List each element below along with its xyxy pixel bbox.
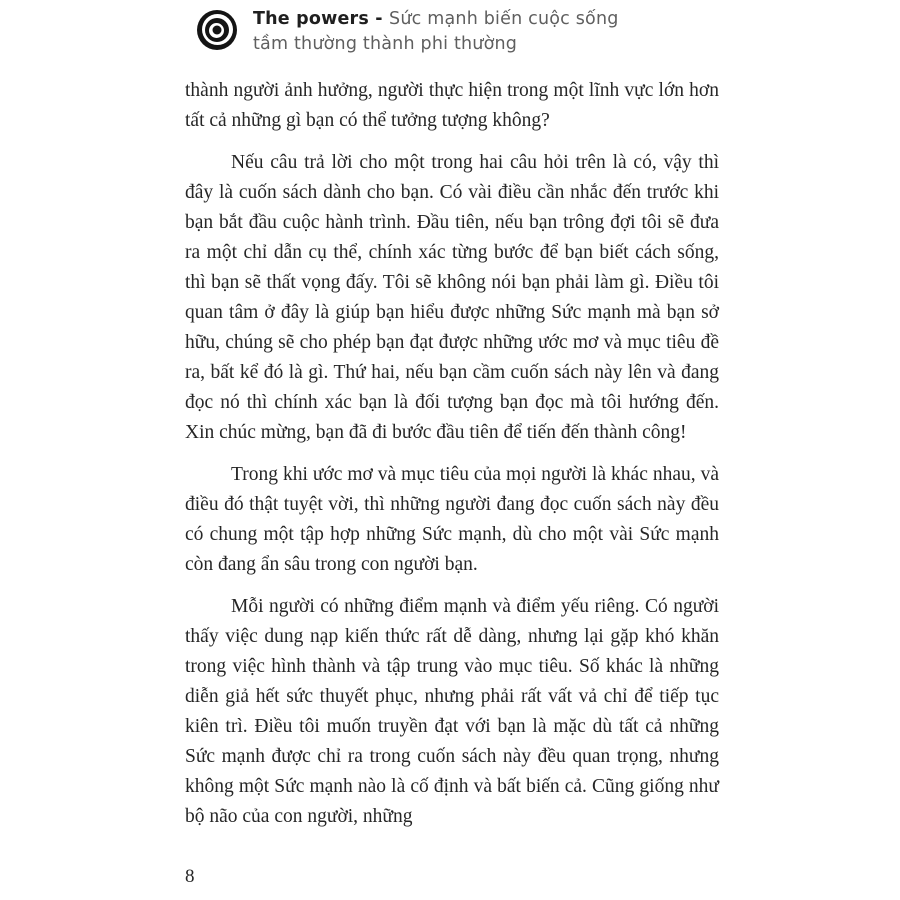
book-title-line1 [253,7,619,32]
paragraph: Trong khi ước mơ và mục tiêu của mọi người là khác nhau, và điều đó thật tuyệt vời, thì những người đang đọc cuốn sách này đều có chung một tập hợp những Sức mạnh, dù cho một vài Sức mạnh còn đang ẩn sâu trong con người bạn. [185,464,719,575]
spiral-logo-icon [196,9,238,51]
book-title [253,7,619,57]
book-title-bold: The powers - [253,9,390,29]
body-text [185,76,719,844]
page-header [196,7,619,57]
paragraph: thành người ảnh hưởng, người thực hiện trong một lĩnh vực lớn hơn tất cả những gì bạn có thể tưởng tượng không? [185,80,719,131]
book-title-line2: tầm thường thành phi thường [253,34,518,54]
paragraph: Nếu câu trả lời cho một trong hai câu hỏi trên là có, vậy thì đây là cuốn sách dành cho bạn. Có vài điều cần nhắc đến trước khi bạn bắt đầu cuộc hành trình. Đầu tiên, nếu bạn trông đợi tôi sẽ đưa ra một chỉ dẫn cụ thể, chính xác từng bước để bạn biết cách sống, thì bạn sẽ thất vọng đấy. Tôi sẽ không nói bạn phải làm gì. Điều tôi quan tâm ở đây là giúp bạn hiểu được những Sức mạnh mà bạn sở hữu, chúng sẽ cho phép bạn đạt được những ước mơ và mục tiêu đề ra, bất kể đó là gì. Thứ hai, nếu bạn cầm cuốn sách này lên và đang đọc nó thì chính xác bạn là đối tượng bạn đọc mà tôi hướng đến. Xin chúc mừng, bạn đã đi bước đầu tiên để tiến đến thành công! [185,152,719,443]
page-number: 8 [185,866,195,887]
book-title-rest: Sức mạnh biến cuộc sống [389,9,619,29]
paragraph: Mỗi người có những điểm mạnh và điểm yếu riêng. Có người thấy việc dung nạp kiến thức rất dễ dàng, nhưng lại gặp khó khăn trong việc hình thành và tập trung vào mục tiêu. Số khác là những diễn giả hết sức thuyết phục, nhưng phải rất vất vả chỉ để tiếp tục kiên trì. Điều tôi muốn truyền đạt với bạn là mặc dù tất cả những Sức mạnh được chỉ ra trong cuốn sách này đều quan trọng, nhưng không một Sức mạnh nào là cố định và bất biến cả. Cũng giống như bộ não của con người, những [185,596,719,827]
